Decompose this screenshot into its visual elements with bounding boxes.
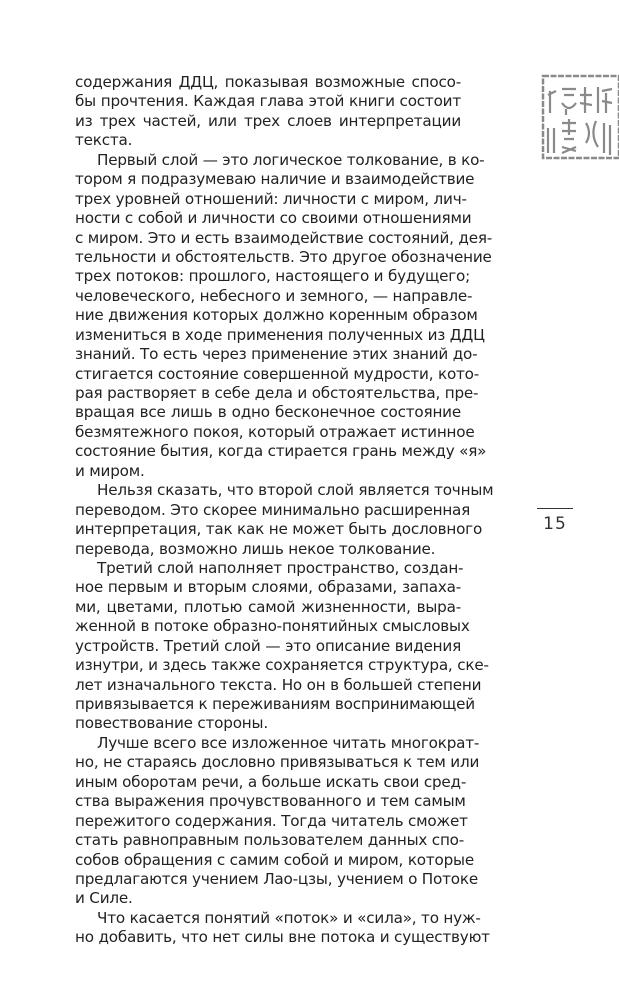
text-line: и миром. [75, 461, 145, 480]
text-line: человеческого, небесного и земного, — направле- [75, 286, 473, 305]
text-line: привязывается к переживаниям воспринимающей [75, 695, 475, 713]
text-line: трех уровней отношений: личности с миром, лич- [75, 189, 467, 208]
text-line: но добавить, что нет силы вне потока и существуют [75, 928, 490, 947]
text-line: интерпретация, так как не может быть дословного [75, 520, 483, 539]
text-line: стать равноправным пользователем данных спо- [75, 831, 465, 850]
text-line: бы прочтения. Каждая глава этой книги состоит [75, 92, 461, 111]
text-line: Лучше всего все изложенное читать многократ- [97, 733, 480, 752]
paragraph [75, 733, 480, 909]
text-line: перевода, возможно лишь некое толкование. [75, 539, 436, 558]
text-line: иным оборотам речи, а больше искать свои сред- [75, 772, 467, 791]
text-line: Что касается понятий «поток» и «сила», то нуж- [97, 908, 481, 927]
text-line: Нельзя сказать, что второй слой является точным [97, 481, 494, 500]
text-line: повествование стороны. [75, 714, 268, 733]
text-line: состояние бытия, когда стирается грань между «я» [75, 442, 487, 461]
text-line: ности с собой и личности со своими отношениями [75, 209, 472, 228]
text-line: измениться в ходе применения полученных из ДДЦ [75, 325, 485, 344]
seal-stamp-image [540, 73, 619, 161]
page-number: 15 [543, 514, 567, 534]
text-line: но, не стараясь дословно привязываться к тем или [75, 753, 480, 772]
text-line: переводом. Это скорее минимально расширенная [75, 500, 471, 519]
text-line: и Силе. [75, 889, 133, 908]
text-line: предлагаются учением Лао-цзы, учением о Потоке [75, 869, 478, 888]
body-text [75, 73, 494, 948]
text-line: безмятежного покоя, который отражает истинное [75, 422, 475, 441]
text-line: знаний. То есть через применение этих знаний до- [75, 345, 478, 364]
text-line: текста. [75, 131, 133, 150]
text-line: Третий слой наполняет пространство, создан- [97, 558, 464, 577]
text-line: лет изначального текста. Но он в большей степени [75, 675, 482, 694]
text-line: содержания ДДЦ, показывая возможные спосо- [75, 73, 461, 91]
text-line: Первый слой — это логическое толкование, в ко- [97, 150, 485, 169]
text-line: ства выражения прочувствованного и тем самым [75, 792, 466, 811]
text-line: рая растворяет в себе дела и обстоятельства, пре- [75, 384, 479, 402]
paragraph [75, 73, 461, 151]
text-line: изнутри, и здесь также сохраняется структура, ске- [75, 656, 489, 675]
paragraph [75, 558, 489, 734]
text-line: собов обращения с самим собой и миром, которые [75, 850, 474, 869]
text-line: с миром. Это и есть взаимодействие состояний, дея- [75, 228, 493, 247]
text-line: тельности и обстоятельств. Это другое обозначение [75, 247, 492, 266]
text-line: тором я подразумеваю наличие и взаимодействие [75, 170, 475, 189]
text-line: ное первым и вторым слоями, образами, запаха- [75, 578, 461, 597]
text-line: из трех частей, или трех слоев интерпретации [75, 111, 461, 130]
text-line: ми, цветами, плотью самой жизненности, выра- [75, 597, 461, 616]
page-number-rule [537, 508, 573, 509]
text-line: пережитого содержания. Тогда читатель сможет [75, 811, 468, 830]
paragraph [75, 150, 493, 481]
paragraph [75, 908, 490, 948]
text-line: вращая все лишь в одно бесконечное состояние [75, 403, 461, 422]
text-line: стигается состояние совершенной мудрости, кото- [75, 364, 480, 383]
paragraph [75, 481, 494, 559]
text-line: трех потоков: прошлого, настоящего и будущего; [75, 267, 471, 286]
text-line: женной в потоке образно-понятийных смысловых [75, 617, 470, 636]
text-line: устройств. Третий слой — это описание видения [75, 636, 461, 655]
text-line: ние движения которых должно коренным образом [75, 306, 478, 325]
